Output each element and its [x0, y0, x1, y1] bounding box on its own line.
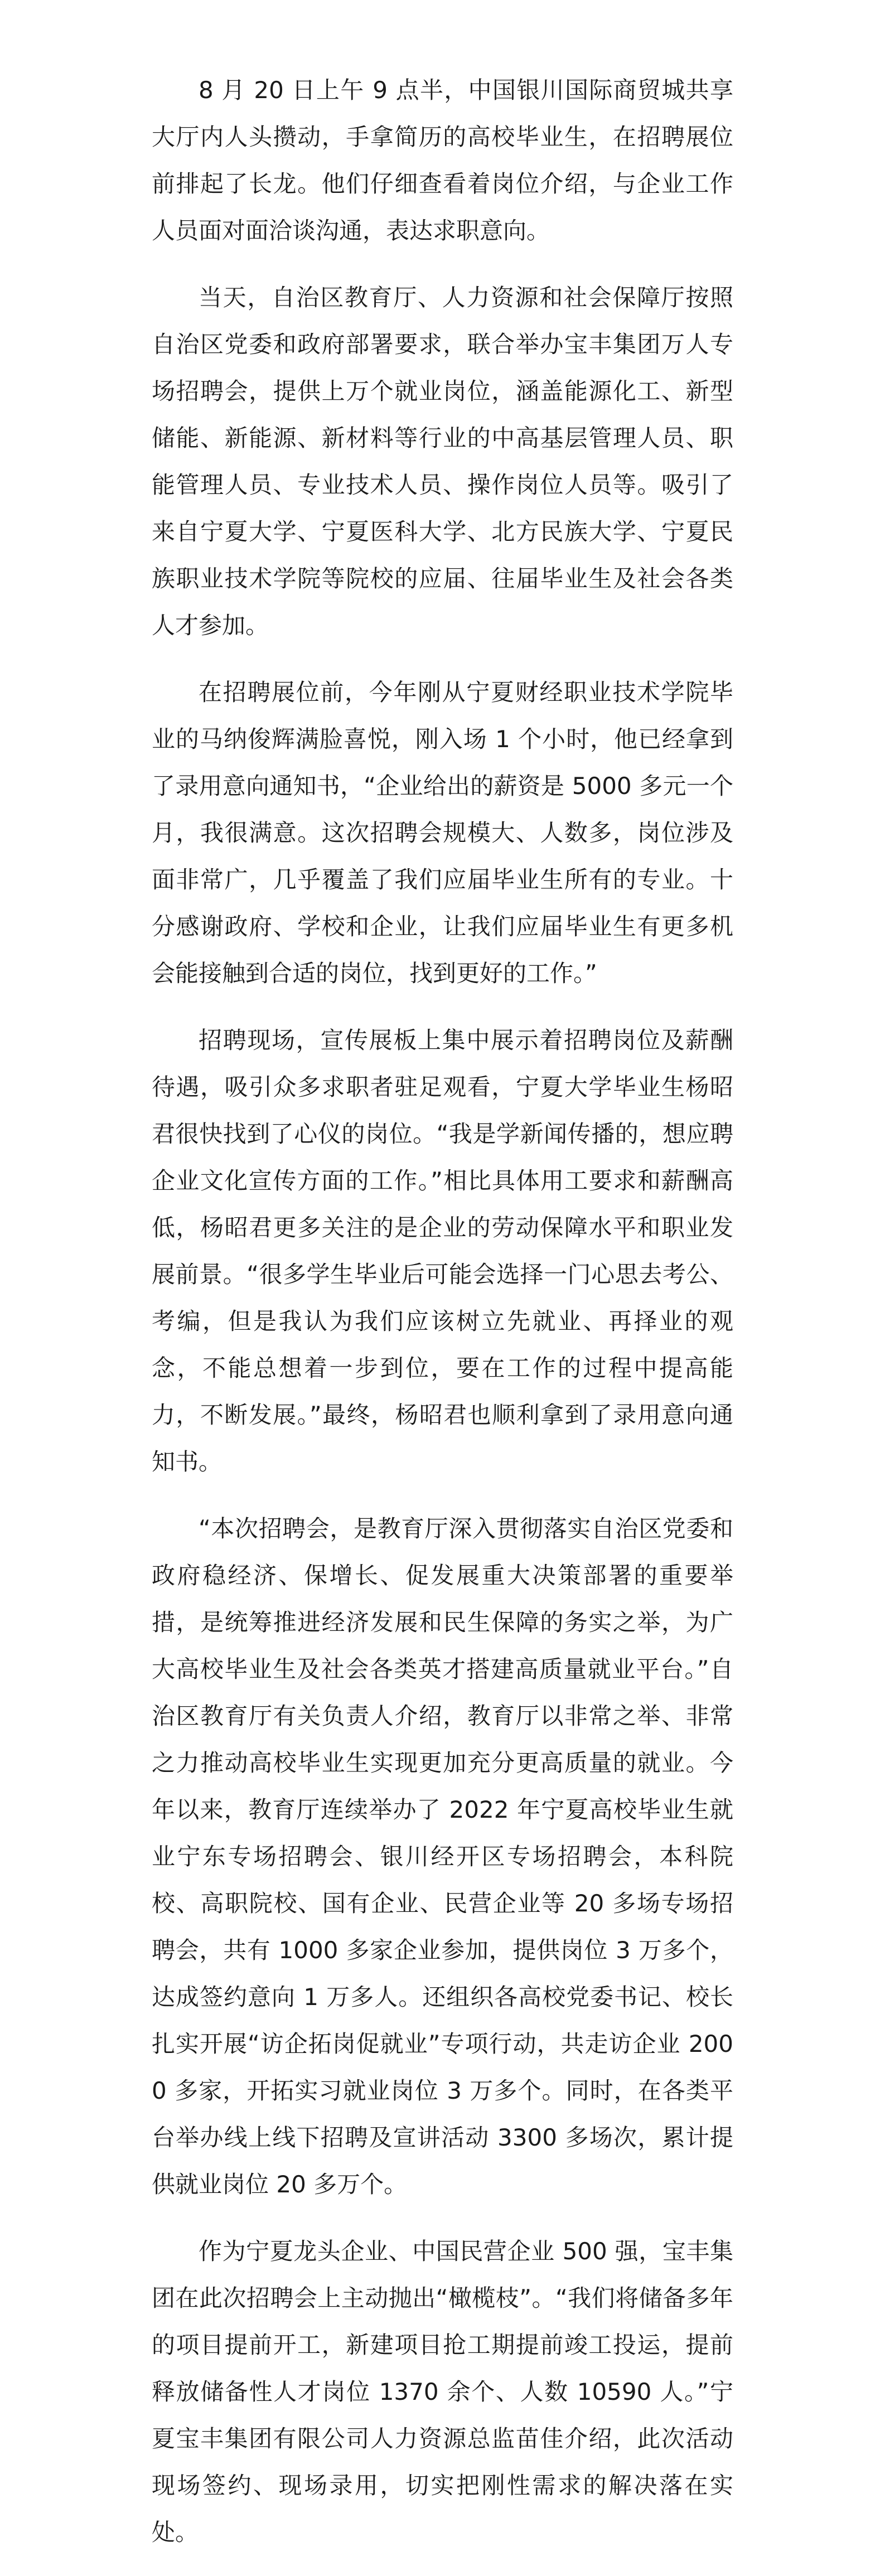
- article-paragraph-2: 当天，自治区教育厅、人力资源和社会保障厅按照自治区党委和政府部署要求，联合举办宝丰集团万人专场招聘会，提供上万个就业岗位，涵盖能源化工、新型储能、新能源、新材料等行业的中高基层管理人员、职能管理人员、专业技术人员、操作岗位人员等。吸引了来自宁夏大学、宁夏医科大学、北方民族大学、宁夏民族职业技术学院等院校的应届、往届毕业生及社会各类人才参加。: [152, 284, 733, 639]
- article-paragraph-1: 8 月 20 日上午 9 点半，中国银川国际商贸城共享大厅内人头攒动，手拿简历的高校毕业生，在招聘展位前排起了长龙。他们仔细查看着岗位介绍，与企业工作人员面对面洽谈沟通，表达求职意向。: [152, 76, 733, 244]
- article-paragraph-5: “本次招聘会，是教育厅深入贯彻落实自治区党委和政府稳经济、保增长、促发展重大决策部署的重要举措，是统筹推进经济发展和民生保障的务实之举，为广大高校毕业生及社会各类英才搭建高质量就业平台。”自治区教育厅有关负责人介绍，教育厅以非常之举、非常之力推动高校毕业生实现更加充分更高质量的就业。今年以来，教育厅连续举办了 2022 年宁夏高校毕业生就业宁东专场招聘会、银川经开区专场招聘会，本科院校、高职院校、国有企业、民营企业等 20 多场专场招聘会，共有 1000 多家企业参加，提供岗位 3 万多个，达成签约意向 1 万多人。还组织各高校党委书记、校长扎实开展“访企拓岗促就业”专项行动，共走访企业 2000 多家，开拓实习就业岗位 3 万多个。同时，在各类平台举办线上线下招聘及宣讲活动 3300 多场次，累计提供就业岗位 20 多万个。: [152, 1515, 733, 2198]
- article-paragraph-3: 在招聘展位前，今年刚从宁夏财经职业技术学院毕业的马纳俊辉满脸喜悦，刚入场 1 个小时，他已经拿到了录用意向通知书，“企业给出的薪资是 5000 多元一个月，我很满意。这次招聘会规模大、人数多，岗位涉及面非常广，几乎覆盖了我们应届毕业生所有的专业。十分感谢政府、学校和企业，让我们应届毕业生有更多机会能接触到合适的岗位，找到更好的工作。”: [152, 679, 733, 987]
- article-paragraph-4: 招聘现场，宣传展板上集中展示着招聘岗位及薪酬待遇，吸引众多求职者驻足观看，宁夏大学毕业生杨昭君很快找到了心仪的岗位。“我是学新闻传播的，想应聘企业文化宣传方面的工作。”相比具体用工要求和薪酬高低，杨昭君更多关注的是企业的劳动保障水平和职业发展前景。“很多学生毕业后可能会选择一门心思去考公、考编，但是我认为我们应该树立先就业、再择业的观念，不能总想着一步到位，要在工作的过程中提高能力，不断发展。”最终，杨昭君也顺利拿到了录用意向通知书。: [152, 1026, 733, 1475]
- article-paragraph-6: 作为宁夏龙头企业、中国民营企业 500 强，宝丰集团在此次招聘会上主动抛出“橄榄枝”。“我们将储备多年的项目提前开工，新建项目抢工期提前竣工投运，提前释放储备性人才岗位 1370 余个、人数 10590 人。”宁夏宝丰集团有限公司人力资源总监苗佳介绍，此次活动现场签约、现场录用，切实把刚性需求的解决落在实处。: [152, 2238, 733, 2546]
